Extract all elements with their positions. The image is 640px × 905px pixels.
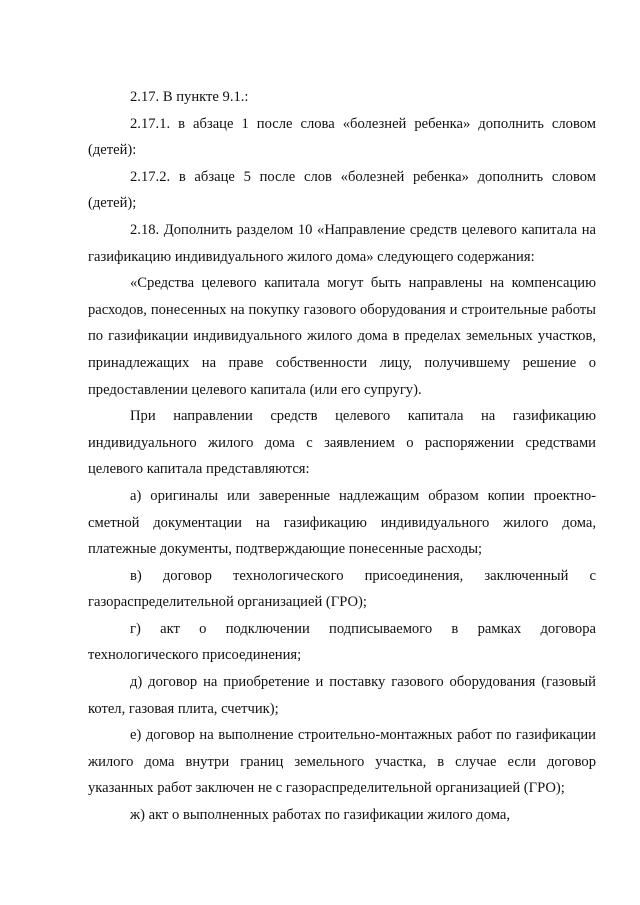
clause-2-17-1: 2.17.1. в абзаце 1 после слова «болезней ребенка» дополнить словом (детей):: [88, 115, 596, 159]
section-2-17-heading: 2.17. В пункте 9.1.:: [130, 89, 249, 105]
quoted-paragraph-2: При направлении средств целевого капитала на газификацию индивидуального жилого дома с заявлением о распоряжении средствами целевого капитала представляются:: [88, 408, 596, 478]
list-item-g: г) акт о подключении подписываемого в рамках договора технологического присоединения;: [88, 620, 596, 664]
quoted-paragraph-1: «Средства целевого капитала могут быть направлены на компенсацию расходов, понесенных на покупку газового оборудования и строительные работы по газификации индивидуального жилого дома в пределах земельных участков, принадлежащих на праве собственности лицу, получившему решение о предоставлении целевого капитала (или его супругу).: [88, 275, 596, 398]
section-2-18: 2.18. Дополнить разделом 10 «Направление средств целевого капитала на газификацию индивидуального жилого дома» следующего содержания:: [88, 221, 596, 265]
clause-2-17-2: 2.17.2. в абзаце 5 после слов «болезней ребенка» дополнить словом (детей);: [88, 168, 596, 212]
list-item-d: д) договор на приобретение и поставку газового оборудования (газовый котел, газовая плита, счетчик);: [88, 674, 596, 717]
list-item-a: а) оригиналы или заверенные надлежащим образом копии проектно-сметной документации на газификацию индивидуального жилого дома, платежные документы, подтверждающие понесенные расходы;: [88, 487, 596, 558]
list-item-zh: ж) акт о выполненных работах по газификации жилого дома,: [130, 807, 510, 824]
list-item-v: в) договор технологического присоединения, заключенный с газораспределительной организацией (ГРО);: [88, 567, 596, 611]
document-page: [88, 84, 596, 829]
list-item-e: е) договор на выполнение строительно-монтажных работ по газификации жилого дома внутри границ земельного участка, в случае если договор указанных работ заключен не с газораспределительной организацией (ГРО);: [88, 727, 596, 797]
